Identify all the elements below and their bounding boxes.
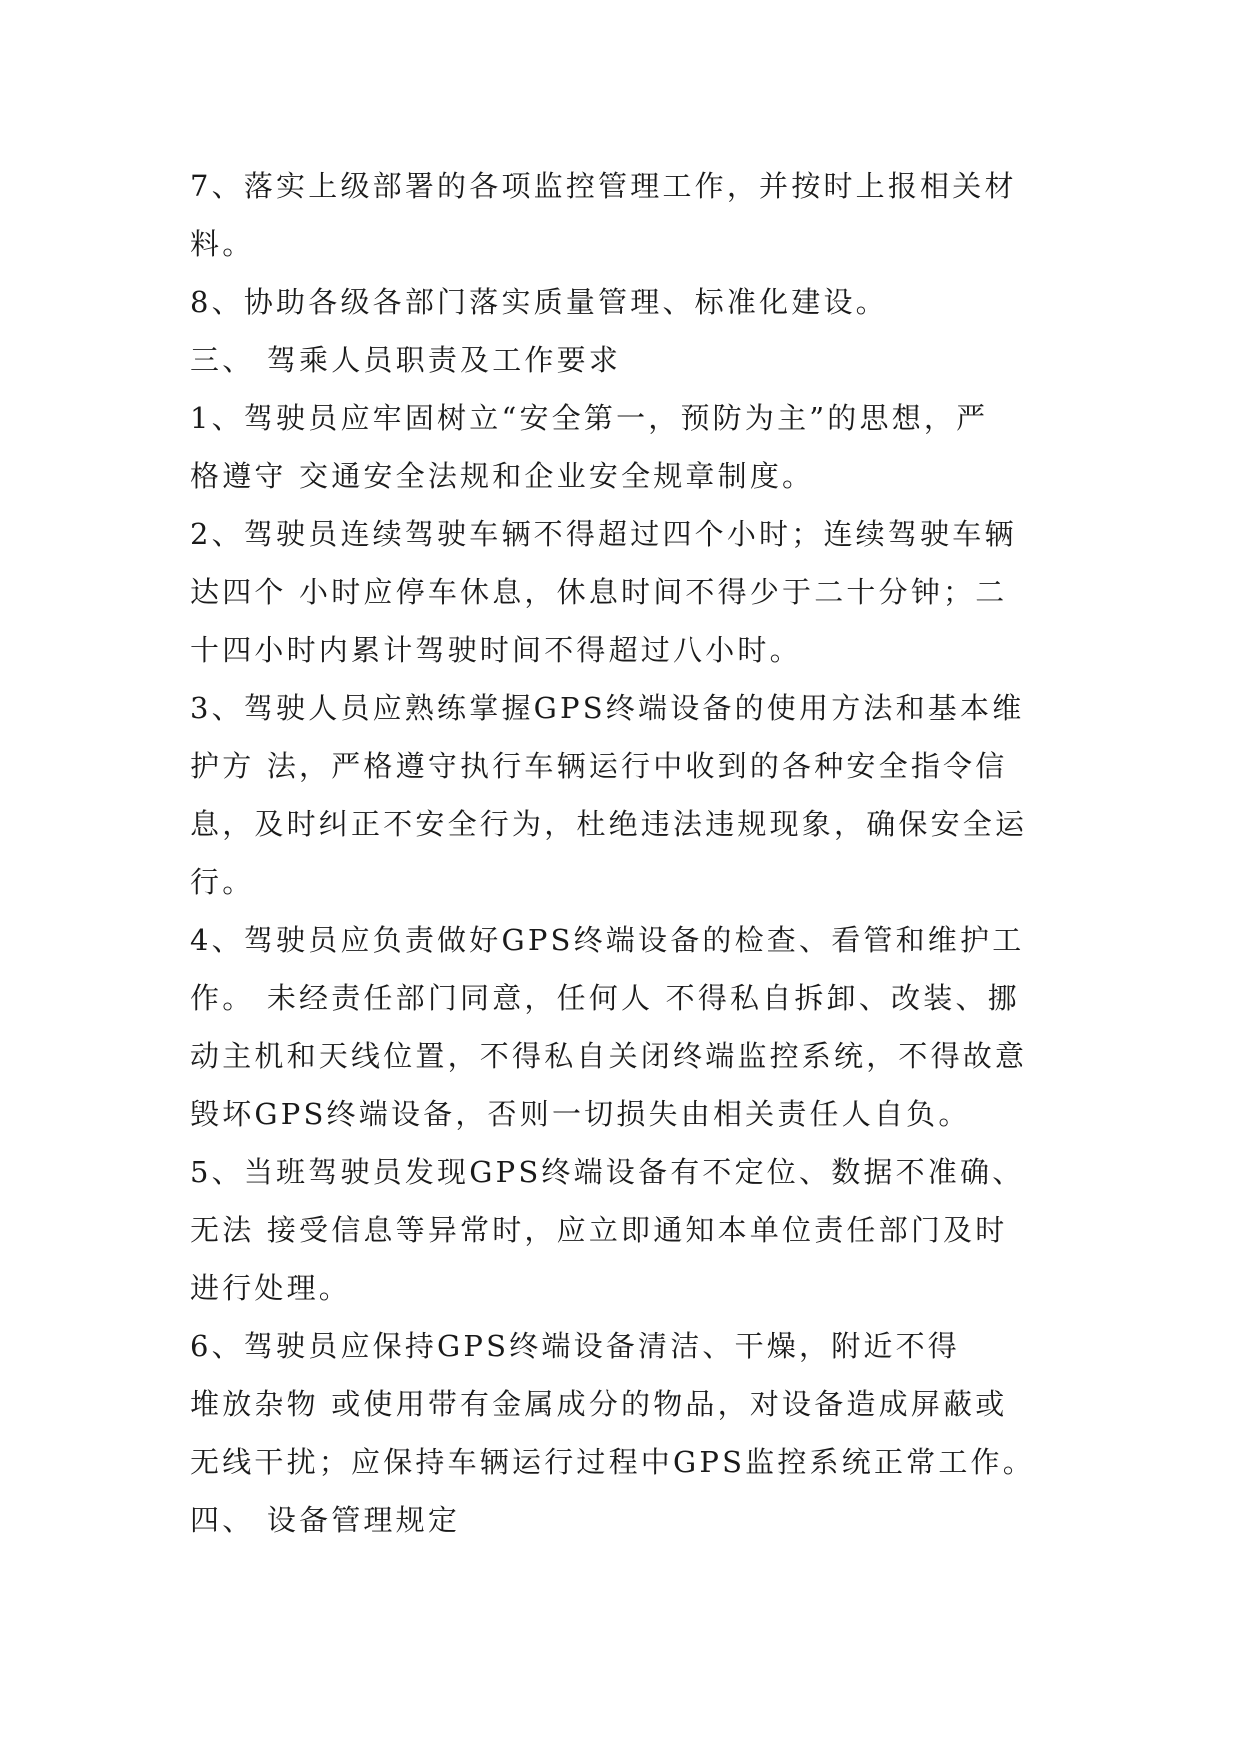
text-line: 行。: [190, 865, 255, 899]
text-line: 4、驾驶员应负责做好GPS终端设备的检查、看管和维护工: [190, 923, 1025, 957]
text-line: 8、协助各级各部门落实质量管理、标准化建设。: [190, 285, 888, 319]
text-line: 达四个 小时应停车休息，休息时间不得少于二十分钟；二: [190, 575, 1008, 609]
text-line: 无线干扰；应保持车辆运行过程中GPS监控系统正常工作。: [190, 1445, 1035, 1479]
text-line: 息，及时纠正不安全行为，杜绝违法违规现象，确保安全运: [190, 807, 1028, 841]
text-line: 格遵守 交通安全法规和企业安全规章制度。: [190, 459, 815, 493]
text-line: 无法 接受信息等异常时，应立即通知本单位责任部门及时: [190, 1213, 1008, 1247]
text-line: 6、驾驶员应保持GPS终端设备清洁、干燥，附近不得: [190, 1329, 960, 1363]
text-line: 1、驾驶员应牢固树立“安全第一，预防为主”的思想，严: [190, 401, 989, 435]
text-line: 3、驾驶人员应熟练掌握GPS终端设备的使用方法和基本维: [190, 691, 1025, 725]
text-line: 进行处理。: [190, 1271, 352, 1305]
text-line: 护方 法，严格遵守执行车辆运行中收到的各种安全指令信: [190, 749, 1008, 783]
section-heading: 三、 驾乘人员职责及工作要求: [190, 343, 622, 377]
section-heading: 四、 设备管理规定: [190, 1503, 461, 1537]
text-line: 堆放杂物 或使用带有金属成分的物品，对设备造成屏蔽或: [190, 1387, 1008, 1421]
text-line: 5、当班驾驶员发现GPS终端设备有不定位、数据不准确、: [190, 1155, 1025, 1189]
text-line: 十四小时内累计驾驶时间不得超过八小时。: [190, 633, 802, 667]
text-line: 作。 未经责任部门同意，任何人 不得私自拆卸、改装、挪: [190, 981, 1020, 1015]
text-line: 毁坏GPS终端设备，否则一切损失由相关责任人自负。: [190, 1097, 971, 1131]
text-line: 2、驾驶员连续驾驶车辆不得超过四个小时；连续驾驶车辆: [190, 517, 1017, 551]
text-line: 料。: [190, 227, 255, 261]
text-line: 7、落实上级部署的各项监控管理工作，并按时上报相关材: [190, 169, 1017, 203]
text-line: 动主机和天线位置，不得私自关闭终端监控系统，不得故意: [190, 1039, 1028, 1073]
